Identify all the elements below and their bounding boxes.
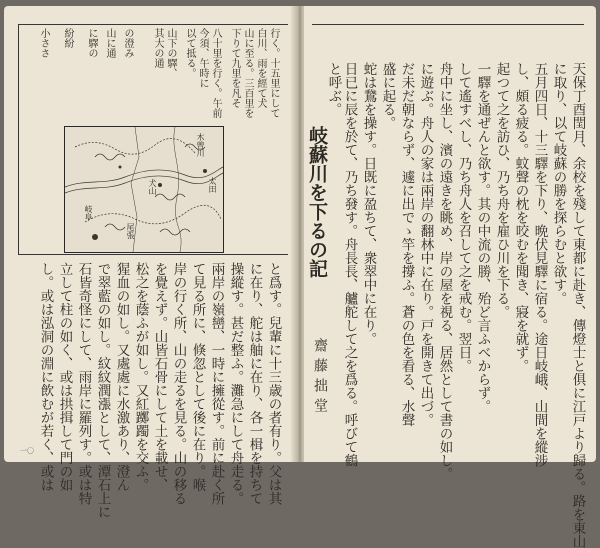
- left-page: [4, 6, 296, 519]
- map-label: 犬山: [148, 179, 157, 195]
- body-text-column: に在り、舵は舳に在り、各一楫を持ちて: [246, 262, 263, 505]
- left-note-column: 紛紛: [62, 28, 73, 48]
- body-text-column: と呼ぶ。: [325, 62, 342, 116]
- body-text-column: だ未だ朝ならず、遽に出でゝ竿を撐ふ。蒼の色を看る、水聲: [398, 62, 415, 427]
- left-note-column: 下りて九里を凡そ: [229, 28, 240, 108]
- body-text-column: して遙すべし、乃ち舟人を召して之を戒む。翌日。: [455, 62, 472, 373]
- body-text-column: 松之を蔭ふが如し。又紅躑躅を交ふ。: [132, 262, 149, 492]
- body-text-column: 起つて之を訪ひ、乃ち舟を雇ひ川を下る。: [493, 62, 510, 319]
- body-text-column: 石皆奇怪にして、雨岸に羅列す。或は特: [75, 262, 92, 505]
- body-text-column: と爲す。兒輩に十三歳の者有り。父は其: [265, 262, 282, 505]
- body-text-column: 日已に辰を於て、乃ち發す。舟長長、艫舵して之を爲る。呼びて鶴: [341, 62, 358, 467]
- page-number: 一〇: [20, 447, 34, 455]
- left-note-column: 八十里を行く。午前: [210, 28, 221, 118]
- left-note-column: 白川、雨を經て犬: [255, 28, 266, 108]
- map-label: 木曾川: [196, 133, 205, 157]
- body-text-column: 盛に起る。: [379, 62, 396, 130]
- body-text-column: に遊ぶ。舟人の家は兩岸の翻林中に在り。戸を開きて出づ。: [417, 62, 434, 427]
- left-note-column: 山に通: [104, 28, 115, 58]
- left-note-column: 今須、午時に: [197, 28, 208, 88]
- left-note-column: の澄み: [122, 28, 133, 58]
- body-text-column: 五月四日、十三驛を下り、晩伏見驛に宿る。途日岐峨、山間を縱涉: [531, 62, 548, 467]
- essay-title: 岐蘇川を下るの記: [305, 126, 328, 278]
- body-text-column: 猩血の如し。又處處に水激あり、澄ん: [113, 262, 130, 492]
- top-rule: [18, 24, 288, 25]
- body-text-column: を覺えず。山皆石骨にして土を載せ、: [151, 262, 168, 492]
- body-text-column: 一驛を通ぜんと欲す。其の中流の勝、殆ど言ふべからず。: [474, 62, 491, 413]
- left-note-column: 山下の驛、: [165, 28, 176, 78]
- body-text-column: 操縱す。甚だ整ふ。灘急にして舟走る。: [227, 262, 244, 505]
- left-note-column: に驛の: [86, 28, 97, 58]
- body-text-column: 立して柱の如く、或は拱揖して門の如: [56, 262, 73, 492]
- body-text-column: し、頗る疲る。蚊聲の枕を咬むを聞き、寢を就ず。: [512, 62, 529, 373]
- left-note-column: 行く。十五里にして: [268, 28, 279, 118]
- left-note-column: 小ささ: [38, 28, 49, 58]
- left-note-column: 其大の通: [152, 28, 163, 68]
- map-label: 岐阜: [84, 205, 93, 221]
- map-label: 尾張: [126, 223, 135, 239]
- top-rule: [312, 24, 584, 25]
- body-text-column: 蛇は鵞を操す。日既に盈ちて、衆翠中に在り。: [360, 62, 377, 346]
- body-text-column: 舟中に坐し、濱の遠きを眺め、岸の屋を視る、居然として書の如し。: [436, 62, 453, 481]
- left-note-column: 以て抵る。: [184, 28, 195, 78]
- body-text-column: に取り、以て岐蘇の勝を探らむと欲す。: [550, 62, 567, 305]
- essay-author: 齋藤拙堂: [312, 338, 328, 418]
- body-text-column: て見る所に、倏忽として後に在り。喉: [189, 262, 206, 492]
- notes-bottom-rule: [18, 254, 288, 255]
- body-text-column: 天保丁酉閏月、余校を殘して東都に赴き、傳燈士と俱に江戸より歸る。路を東山: [569, 62, 586, 548]
- kiso-river-map: [64, 126, 224, 253]
- body-text-column: 兩岸の嶺巒、一時に擁從す。前に赴く所: [208, 262, 225, 505]
- map-label: 太田: [208, 177, 217, 193]
- body-text-column: 岸の行く所、山の走るを見る。山の移る: [170, 262, 187, 505]
- left-border-rule: [18, 24, 19, 254]
- body-text-column: で翠藍の如し。紋紋潤漲として、潭石上に: [94, 262, 111, 519]
- left-note-column: 山に至る。三百里を: [242, 28, 253, 118]
- right-page: [304, 6, 596, 548]
- body-text-column: し。或は泓洞の淵に飲むが若く、或は: [37, 262, 54, 492]
